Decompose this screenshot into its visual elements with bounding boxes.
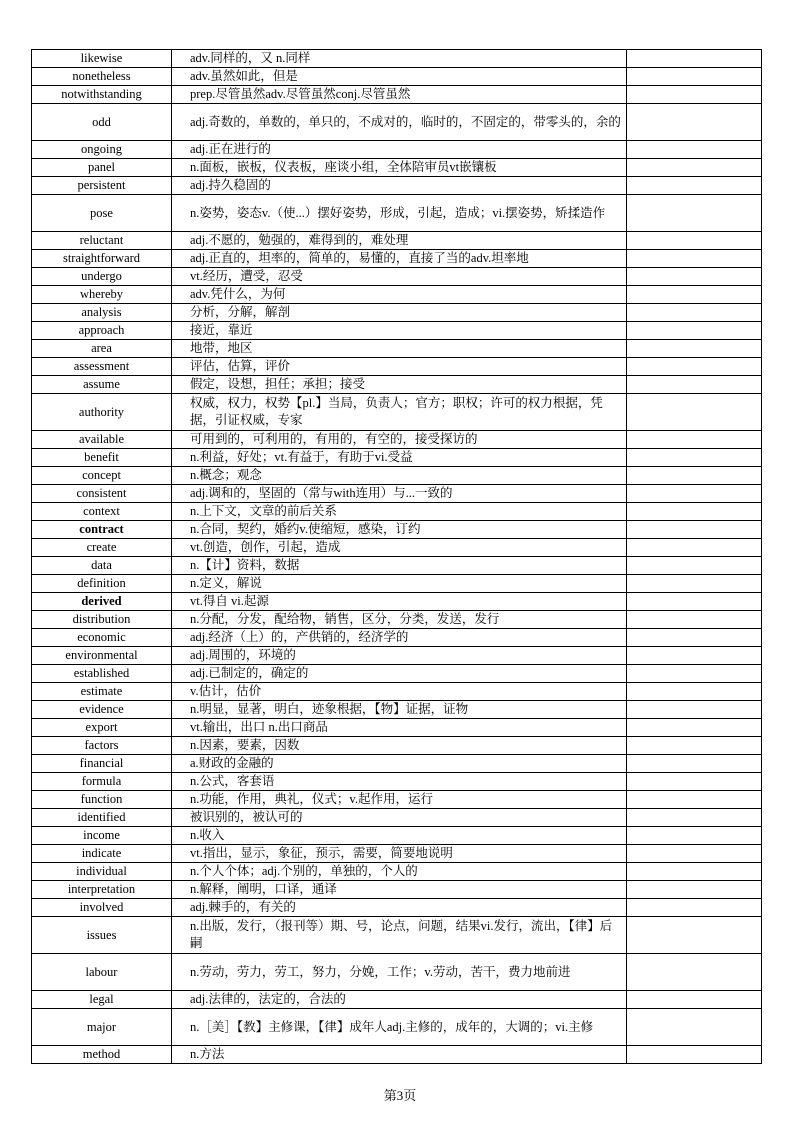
definition-cell: 权威，权力，权势【pl.】当局，负责人；官方；职权；许可的权力根据，凭据，引证权威，专家 [172, 394, 627, 431]
empty-cell [627, 809, 762, 827]
table-row [32, 539, 762, 557]
definition-cell: adj.正直的，坦率的，简单的，易懂的，直接了当的adv.坦率地 [172, 250, 627, 268]
table-row [32, 232, 762, 250]
empty-cell [627, 449, 762, 467]
empty-cell [627, 539, 762, 557]
word-cell: pose [32, 195, 172, 232]
table-row [32, 1046, 762, 1064]
definition-cell: adj.周围的，环境的 [172, 647, 627, 665]
definition-cell: 可用到的，可利用的，有用的，有空的，接受探访的 [172, 431, 627, 449]
vocabulary-table [31, 49, 762, 1064]
empty-cell [627, 683, 762, 701]
table-row [32, 1009, 762, 1046]
word-cell: interpretation [32, 881, 172, 899]
word-cell: assume [32, 376, 172, 394]
vocabulary-table-body [32, 50, 762, 1064]
empty-cell [627, 485, 762, 503]
definition-cell: 接近，靠近 [172, 322, 627, 340]
empty-cell [627, 268, 762, 286]
table-row [32, 485, 762, 503]
definition-cell: n.［美］【教】主修课，【律】成年人adj.主修的，成年的，大调的；vi.主修 [172, 1009, 627, 1046]
word-cell: function [32, 791, 172, 809]
empty-cell [627, 737, 762, 755]
definition-cell: n.公式，客套语 [172, 773, 627, 791]
word-cell: economic [32, 629, 172, 647]
word-cell: authority [32, 394, 172, 431]
empty-cell [627, 719, 762, 737]
definition-cell: n.概念；观念 [172, 467, 627, 485]
empty-cell [627, 899, 762, 917]
definition-cell: adj.经济（上）的，产供销的，经济学的 [172, 629, 627, 647]
definition-cell: adj.棘手的，有关的 [172, 899, 627, 917]
table-row [32, 431, 762, 449]
definition-cell: n.解释，阐明，口译，通译 [172, 881, 627, 899]
table-row [32, 340, 762, 358]
table-row [32, 954, 762, 991]
table-row [32, 665, 762, 683]
empty-cell [627, 917, 762, 954]
empty-cell [627, 177, 762, 195]
word-cell: contract [32, 521, 172, 539]
table-row [32, 394, 762, 431]
word-cell: involved [32, 899, 172, 917]
definition-cell: n.上下文，文章的前后关系 [172, 503, 627, 521]
definition-cell: n.方法 [172, 1046, 627, 1064]
empty-cell [627, 141, 762, 159]
empty-cell [627, 991, 762, 1009]
word-cell: factors [32, 737, 172, 755]
table-row [32, 773, 762, 791]
word-cell: analysis [32, 304, 172, 322]
empty-cell [627, 286, 762, 304]
definition-cell: vt.指出，显示，象征，预示，需要，简要地说明 [172, 845, 627, 863]
empty-cell [627, 340, 762, 358]
definition-cell: adj.调和的，坚固的（常与with连用）与...一致的 [172, 485, 627, 503]
table-row [32, 737, 762, 755]
empty-cell [627, 557, 762, 575]
definition-cell: n.分配，分发，配给物，销售，区分，分类，发送，发行 [172, 611, 627, 629]
table-row [32, 719, 762, 737]
word-cell: nonetheless [32, 68, 172, 86]
definition-cell: adj.已制定的，确定的 [172, 665, 627, 683]
word-cell: legal [32, 991, 172, 1009]
empty-cell [627, 394, 762, 431]
definition-cell: a.财政的金融的 [172, 755, 627, 773]
table-row [32, 863, 762, 881]
empty-cell [627, 250, 762, 268]
empty-cell [627, 701, 762, 719]
empty-cell [627, 104, 762, 141]
word-cell: benefit [32, 449, 172, 467]
definition-cell: n.利益，好处；vt.有益于，有助于vi.受益 [172, 449, 627, 467]
definition-cell: n.收入 [172, 827, 627, 845]
empty-cell [627, 431, 762, 449]
table-row [32, 991, 762, 1009]
table-row [32, 376, 762, 394]
empty-cell [627, 755, 762, 773]
word-cell: major [32, 1009, 172, 1046]
word-cell: persistent [32, 177, 172, 195]
word-cell: evidence [32, 701, 172, 719]
empty-cell [627, 322, 762, 340]
empty-cell [627, 863, 762, 881]
definition-cell: adv.凭什么，为何 [172, 286, 627, 304]
table-row [32, 809, 762, 827]
table-row [32, 575, 762, 593]
table-row [32, 827, 762, 845]
word-cell: method [32, 1046, 172, 1064]
definition-cell: adj.法律的，法定的，合法的 [172, 991, 627, 1009]
word-cell: context [32, 503, 172, 521]
definition-cell: v.估计，估价 [172, 683, 627, 701]
table-row [32, 899, 762, 917]
table-row [32, 322, 762, 340]
table-row [32, 881, 762, 899]
word-cell: estimate [32, 683, 172, 701]
word-cell: issues [32, 917, 172, 954]
empty-cell [627, 629, 762, 647]
empty-cell [627, 467, 762, 485]
word-cell: definition [32, 575, 172, 593]
definition-cell: n.姿势，姿态v.（使...）摆好姿势，形成，引起，造成；vi.摆姿势，矫揉造作 [172, 195, 627, 232]
definition-cell: vt.输出，出口 n.出口商品 [172, 719, 627, 737]
definition-cell: adj.持久稳固的 [172, 177, 627, 195]
empty-cell [627, 195, 762, 232]
definition-cell: vt.创造，创作，引起，造成 [172, 539, 627, 557]
page-number: 第3页 [383, 1088, 417, 1103]
table-row [32, 701, 762, 719]
empty-cell [627, 575, 762, 593]
word-cell: indicate [32, 845, 172, 863]
definition-cell: 地带，地区 [172, 340, 627, 358]
empty-cell [627, 827, 762, 845]
word-cell: income [32, 827, 172, 845]
definition-cell: vt.经历，遭受，忍受 [172, 268, 627, 286]
table-row [32, 104, 762, 141]
definition-cell: 分析，分解，解剖 [172, 304, 627, 322]
word-cell: available [32, 431, 172, 449]
definition-cell: adj.正在进行的 [172, 141, 627, 159]
word-cell: approach [32, 322, 172, 340]
table-row [32, 304, 762, 322]
word-cell: established [32, 665, 172, 683]
table-row [32, 557, 762, 575]
definition-cell: n.劳动，劳力，劳工，努力，分娩，工作；v.劳动，苦干，费力地前进 [172, 954, 627, 991]
definition-cell: adv.同样的，又 n.同样 [172, 50, 627, 68]
empty-cell [627, 159, 762, 177]
word-cell: straightforward [32, 250, 172, 268]
definition-cell: n.出版，发行，（报刊等）期、号，论点，问题，结果vi.发行，流出，【律】后嗣 [172, 917, 627, 954]
word-cell: individual [32, 863, 172, 881]
table-row [32, 449, 762, 467]
empty-cell [627, 845, 762, 863]
table-row [32, 250, 762, 268]
table-row [32, 50, 762, 68]
definition-cell: adj.不愿的，勉强的，难得到的，难处理 [172, 232, 627, 250]
definition-cell: adv.虽然如此，但是 [172, 68, 627, 86]
word-cell: formula [32, 773, 172, 791]
definition-cell: 被识别的，被认可的 [172, 809, 627, 827]
empty-cell [627, 611, 762, 629]
word-cell: reluctant [32, 232, 172, 250]
table-row [32, 629, 762, 647]
definition-cell: n.合同，契约，婚约v.使缩短，感染，订约 [172, 521, 627, 539]
table-row [32, 755, 762, 773]
empty-cell [627, 503, 762, 521]
table-row [32, 791, 762, 809]
word-cell: export [32, 719, 172, 737]
definition-cell: n.因素，要素，因数 [172, 737, 627, 755]
word-cell: likewise [32, 50, 172, 68]
empty-cell [627, 521, 762, 539]
table-row [32, 141, 762, 159]
table-row [32, 521, 762, 539]
table-row [32, 647, 762, 665]
empty-cell [627, 50, 762, 68]
definition-cell: n.个人个体；adj.个别的，单独的，个人的 [172, 863, 627, 881]
table-row [32, 845, 762, 863]
definition-cell: n.功能，作用，典礼，仪式；v.起作用，运行 [172, 791, 627, 809]
word-cell: odd [32, 104, 172, 141]
word-cell: area [32, 340, 172, 358]
word-cell: assessment [32, 358, 172, 376]
word-cell: notwithstanding [32, 86, 172, 104]
word-cell: ongoing [32, 141, 172, 159]
table-row [32, 593, 762, 611]
definition-cell: n.定义，解说 [172, 575, 627, 593]
definition-cell: prep.尽管虽然adv.尽管虽然conj.尽管虽然 [172, 86, 627, 104]
definition-cell: n.面板，嵌板，仪表板，座谈小组，全体陪审员vt嵌镶板 [172, 159, 627, 177]
definition-cell: vt.得自 vi.起源 [172, 593, 627, 611]
table-row [32, 467, 762, 485]
empty-cell [627, 232, 762, 250]
empty-cell [627, 773, 762, 791]
definition-cell: n.【计】资料，数据 [172, 557, 627, 575]
table-row [32, 86, 762, 104]
definition-cell: 假定，设想，担任；承担；接受 [172, 376, 627, 394]
word-cell: undergo [32, 268, 172, 286]
empty-cell [627, 1009, 762, 1046]
empty-cell [627, 358, 762, 376]
empty-cell [627, 665, 762, 683]
word-cell: labour [32, 954, 172, 991]
table-row [32, 159, 762, 177]
table-row [32, 195, 762, 232]
empty-cell [627, 68, 762, 86]
word-cell: identified [32, 809, 172, 827]
word-cell: derived [32, 593, 172, 611]
table-row [32, 177, 762, 195]
definition-cell: 评估，估算，评价 [172, 358, 627, 376]
word-cell: distribution [32, 611, 172, 629]
word-cell: panel [32, 159, 172, 177]
empty-cell [627, 593, 762, 611]
table-row [32, 683, 762, 701]
table-row [32, 917, 762, 954]
definition-cell: n.明显，显著，明白，迹象根据，【物】证据，证物 [172, 701, 627, 719]
table-row [32, 286, 762, 304]
empty-cell [627, 954, 762, 991]
word-cell: data [32, 557, 172, 575]
definition-cell: adj.奇数的，单数的，单只的，不成对的，临时的，不固定的，带零头的，余的 [172, 104, 627, 141]
empty-cell [627, 791, 762, 809]
word-cell: consistent [32, 485, 172, 503]
word-cell: financial [32, 755, 172, 773]
empty-cell [627, 376, 762, 394]
empty-cell [627, 304, 762, 322]
table-row [32, 503, 762, 521]
word-cell: environmental [32, 647, 172, 665]
empty-cell [627, 86, 762, 104]
empty-cell [627, 647, 762, 665]
word-cell: concept [32, 467, 172, 485]
table-row [32, 358, 762, 376]
empty-cell [627, 881, 762, 899]
table-row [32, 268, 762, 286]
word-cell: create [32, 539, 172, 557]
empty-cell [627, 1046, 762, 1064]
table-row [32, 68, 762, 86]
table-row [32, 611, 762, 629]
word-cell: whereby [32, 286, 172, 304]
